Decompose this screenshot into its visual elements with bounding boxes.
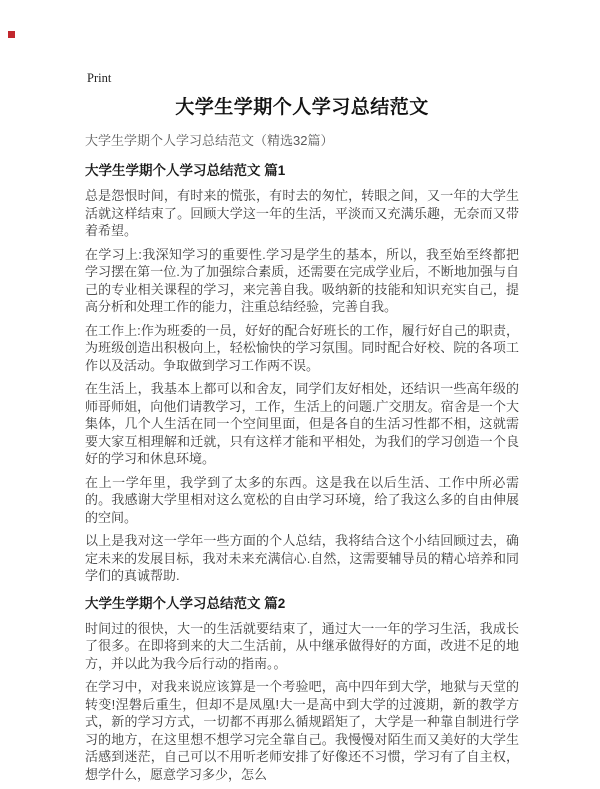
paragraph: 在工作上:作为班委的一员，好好的配合好班长的工作，履行好自己的职责，为班级创造出积极向上，轻松愉快的学习氛围。同时配合好校、院的各项工作以及活动。争取做到学习工作两不误。 [85,322,519,373]
document-body [85,96,519,789]
paragraph: 在上一学年里，我学到了太多的东西。这是我在以后生活、工作中所必需的。我感谢大学里相对这么宽松的自由学习环境，给了我这么多的自由伸展的空间。 [85,474,519,525]
paragraph: 时间过的很快，大一的生活就要结束了，通过大一一年的学习生活，我成长了很多。在即将到来的大二生活前，从中继承做得好的方面，改进不足的地方，并以此为我今后行动的指南。。 [85,620,519,671]
click-position-marker [8,31,15,38]
page-title: 大学生学期个人学习总结范文 [175,97,429,118]
doc-subtitle: 大学生学期个人学习总结范文（精选32篇） [85,133,334,148]
section-heading-2: 大学生学期个人学习总结范文 篇2 [85,595,286,611]
paragraph: 在学习上:我深知学习的重要性.学习是学生的基本，所以，我至始至终都把学习摆在第一位.为了加强综合素质，还需要在完成学业后，不断地加强与自己的专业相关课程的学习，来完善自我。吸纳新的技能和知识充实自己，提高分析和处理工作的能力，注重总结经验，完善自我。 [85,246,519,314]
paragraph: 在学习中，对我来说应该算是一个考验吧，高中四年到大学，地狱与天堂的转变!涅磐后重生，但却不是凤凰!大一是高中到大学的过渡期，新的教学方式，新的学习方式，一切都不再那么循规蹈矩了，大学是一种靠自制进行学习的地方，在这里想不想学习完全靠自己。我慢慢对陌生而又美好的大学生活感到迷茫，自己可以不用听老师安排了好像还不习惯，学习有了自主权，想学什么，愿意学习多少，怎么 [85,679,519,782]
paragraph: 在生活上，我基本上都可以和舍友，同学们友好相处，还结识一些高年级的师哥师姐，向他们请教学习，工作，生活上的问题.广交朋友。宿舍是一个大集体，几个人生活在同一个空间里面，但是各自的生活习性都不相，这就需要大家互相理解和迁就，只有这样才能和平相处，为我们的学习创造一个良好的学习和休息环境。 [85,381,519,466]
paragraph: 以上是我对这一学年一些方面的个人总结，我将结合这个小结回顾过去，确定未来的发展目标，我对未来充满信心.自然，这需要辅导员的精心培养和同学们的真诚帮助. [85,533,519,583]
section-heading-1: 大学生学期个人学习总结范文 篇1 [85,163,286,178]
print-button[interactable]: Print [87,71,112,85]
paragraph: 总是怨恨时间，有时来的慌张，有时去的匆忙，转眼之间，又一年的大学生活就这样结束了。回顾大学这一年的生活，平淡而又充满乐趣，无奈而又带着希望。 [85,188,519,238]
